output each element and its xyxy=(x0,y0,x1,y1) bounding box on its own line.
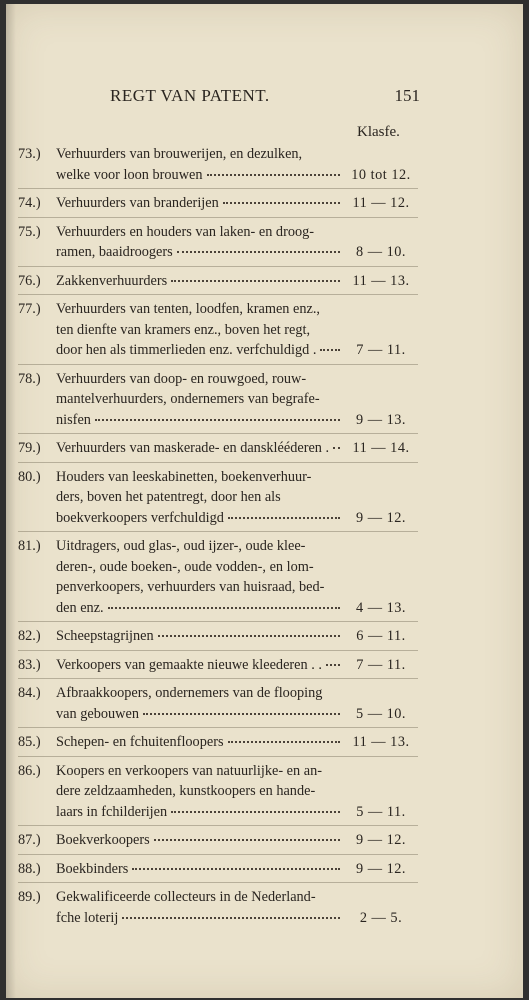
dot-leader xyxy=(320,337,340,351)
entry-text-line: Gekwalificeerde collecteurs in de Nederland- xyxy=(56,889,316,905)
dot-leader xyxy=(95,407,340,421)
entry-number: 74.) xyxy=(18,195,41,211)
entry-text xyxy=(56,467,418,529)
class-range: 8 — 10. xyxy=(356,244,406,260)
entry-text-line: van gebouwen xyxy=(56,705,139,722)
entry-text-line: fche loterij xyxy=(56,909,119,926)
tariff-entry xyxy=(18,269,418,296)
running-title: REGT VAN PATENT. xyxy=(110,86,270,105)
entry-final-line xyxy=(56,802,418,823)
entry-number: 82.) xyxy=(18,628,41,644)
entry-text xyxy=(56,144,418,185)
entry-number: 83.) xyxy=(18,656,41,673)
tariff-entry xyxy=(18,465,418,533)
entry-number: 76.) xyxy=(18,272,41,289)
entry-text-line: Verhuurders van branderijen xyxy=(56,195,219,211)
class-range: 7 — 11. xyxy=(356,656,406,673)
entry-text-line: Zakkenverhuurders xyxy=(56,272,168,289)
entry-text-line: mantelverhuurders, ondernemers van begrafe- xyxy=(56,391,320,407)
entry-final-line xyxy=(56,193,418,214)
entry-final-line xyxy=(56,704,418,725)
tariff-entry xyxy=(18,857,418,884)
class-range: 9 — 12. xyxy=(356,860,406,877)
tariff-entry xyxy=(18,730,418,757)
entry-text xyxy=(56,655,418,676)
entry-text-line: Verkoopers van gemaakte nieuwe kleederen . . xyxy=(56,656,322,673)
entry-text-line: Uitdragers, oud glas-, oud ijzer-, oude klee- xyxy=(56,538,306,554)
entry-text-line: Verhuurders van tenten, loodfen, kramen enz., xyxy=(56,301,320,317)
entry-text xyxy=(56,299,418,361)
entry-final-line xyxy=(56,340,418,361)
entry-text xyxy=(56,536,418,618)
entry-final-line xyxy=(56,626,418,647)
class-range: 4 — 13. xyxy=(356,599,406,616)
entry-text xyxy=(56,732,418,753)
entry-number: 75.) xyxy=(18,223,41,240)
entry-text-line: Boekverkoopers xyxy=(56,832,150,848)
entry-text-line: boekverkoopers verfchuldigd xyxy=(56,509,224,526)
entry-number: 84.) xyxy=(18,685,41,701)
tariff-entry xyxy=(18,220,418,267)
entry-number: 88.) xyxy=(18,860,41,877)
entry-final-line xyxy=(56,410,418,431)
dot-leader xyxy=(122,905,340,919)
tariff-entry xyxy=(18,191,418,218)
entry-final-line xyxy=(56,908,418,929)
entry-text-line: nisfen xyxy=(56,411,91,428)
entry-text xyxy=(56,222,418,263)
entry-number: 89.) xyxy=(18,889,41,905)
class-range: 5 — 11. xyxy=(356,803,406,820)
class-range: 11 — 13. xyxy=(352,734,410,750)
dot-leader xyxy=(228,505,340,519)
class-range: 6 — 11. xyxy=(356,628,406,644)
tariff-entry xyxy=(18,624,418,651)
dot-leader xyxy=(108,595,340,609)
entry-text-line: Schepen- en fchuitenfloopers xyxy=(56,734,224,750)
entry-final-line xyxy=(56,242,418,263)
class-range: 9 — 12. xyxy=(356,509,406,526)
class-range: 11 — 12. xyxy=(352,195,410,211)
entry-text-line: den enz. xyxy=(56,599,104,616)
entry-number: 87.) xyxy=(18,832,41,848)
dot-leader xyxy=(143,701,340,715)
entry-text xyxy=(56,369,418,431)
tariff-entry xyxy=(18,534,418,622)
entry-final-line xyxy=(56,271,418,292)
dot-leader xyxy=(171,799,340,813)
entry-text xyxy=(56,830,418,851)
entry-final-line xyxy=(56,732,418,753)
entry-number: 77.) xyxy=(18,301,41,317)
entry-final-line xyxy=(56,508,418,529)
page-number: 151 xyxy=(394,86,420,105)
dot-leader xyxy=(333,435,340,449)
entry-final-line xyxy=(56,830,418,851)
entry-final-line xyxy=(56,859,418,880)
class-range: 11 — 14. xyxy=(352,440,410,456)
entry-text xyxy=(56,887,418,928)
entry-text-line: door hen als timmerlieden enz. verfchuldigd . xyxy=(56,342,317,358)
class-range: 5 — 10. xyxy=(356,705,406,722)
entry-text-line: Verhuurders van maskerade- en dansklééderen . xyxy=(56,440,330,456)
entry-text xyxy=(56,683,418,724)
tariff-entry xyxy=(18,436,418,463)
class-range: 10 tot 12. xyxy=(351,166,411,183)
tariff-list xyxy=(18,142,418,933)
tariff-entry xyxy=(18,367,418,435)
dot-leader xyxy=(207,162,340,176)
entry-text-line: Verhuurders van doop- en rouwgoed, rouw- xyxy=(56,370,307,387)
tariff-entry xyxy=(18,297,418,365)
class-range: 11 — 13. xyxy=(352,272,410,289)
entry-text xyxy=(56,761,418,823)
entry-number: 73.) xyxy=(18,146,41,162)
entry-text-line: laars in fchilderijen xyxy=(56,803,168,820)
entry-number: 85.) xyxy=(18,734,41,750)
entry-text xyxy=(56,438,418,459)
entry-text xyxy=(56,859,418,880)
dot-leader xyxy=(326,652,340,666)
entry-text-line: Afbraakkoopers, ondernemers van de flooping xyxy=(56,685,323,701)
tariff-entry xyxy=(18,885,418,931)
class-range: 2 — 5. xyxy=(359,909,403,926)
tariff-entry xyxy=(18,653,418,680)
dot-leader xyxy=(132,856,340,870)
class-range: 7 — 11. xyxy=(356,342,406,358)
entry-text-line: Houders van leeskabinetten, boekenverhuur- xyxy=(56,468,312,485)
tariff-entry xyxy=(18,759,418,827)
entry-final-line xyxy=(56,165,418,186)
entry-final-line xyxy=(56,598,418,619)
page-header xyxy=(110,86,420,110)
entry-text xyxy=(56,626,418,647)
entry-number: 81.) xyxy=(18,538,41,554)
dot-leader xyxy=(228,729,340,743)
class-column-heading: Klasfe. xyxy=(357,124,400,140)
entry-text-line: penverkoopers, verhuurders van huisraad, bed- xyxy=(56,579,325,595)
class-range: 9 — 12. xyxy=(356,832,406,848)
entry-text-line: Koopers en verkoopers van natuurlijke- en an- xyxy=(56,762,322,779)
class-range: 9 — 13. xyxy=(356,411,406,428)
entry-text-line: welke voor loon brouwen xyxy=(56,166,203,183)
entry-number: 80.) xyxy=(18,468,41,485)
entry-text-line: Scheepstagrijnen xyxy=(56,628,154,644)
entry-number: 86.) xyxy=(18,762,41,779)
tariff-entry xyxy=(18,828,418,855)
entry-number: 78.) xyxy=(18,370,41,387)
entry-number: 79.) xyxy=(18,440,41,456)
entry-final-line xyxy=(56,655,418,676)
dot-leader xyxy=(177,239,340,253)
dot-leader xyxy=(154,827,340,841)
entry-text-line: dere zeldzaamheden, kunstkoopers en hande- xyxy=(56,783,316,799)
entry-text-line: Boekbinders xyxy=(56,860,129,877)
entry-text xyxy=(56,271,418,292)
entry-text-line: deren-, oude boeken-, oude vodden-, en lom- xyxy=(56,558,314,575)
entry-final-line xyxy=(56,438,418,459)
entry-text-line: Verhuurders en houders van laken- en droog- xyxy=(56,223,315,240)
tariff-entry xyxy=(18,681,418,728)
entry-text-line: ramen, baaidroogers xyxy=(56,244,173,260)
dot-leader xyxy=(223,190,340,204)
dot-leader xyxy=(158,623,340,637)
dot-leader xyxy=(171,268,340,282)
entry-text-line: ders, boven het patentregt, door hen als xyxy=(56,489,281,505)
entry-text xyxy=(56,193,418,214)
tariff-entry xyxy=(18,142,418,189)
entry-text-line: Verhuurders van brouwerijen, en dezulken, xyxy=(56,146,303,162)
entry-text-line: ten dienfte van kramers enz., boven het regt, xyxy=(56,321,311,338)
